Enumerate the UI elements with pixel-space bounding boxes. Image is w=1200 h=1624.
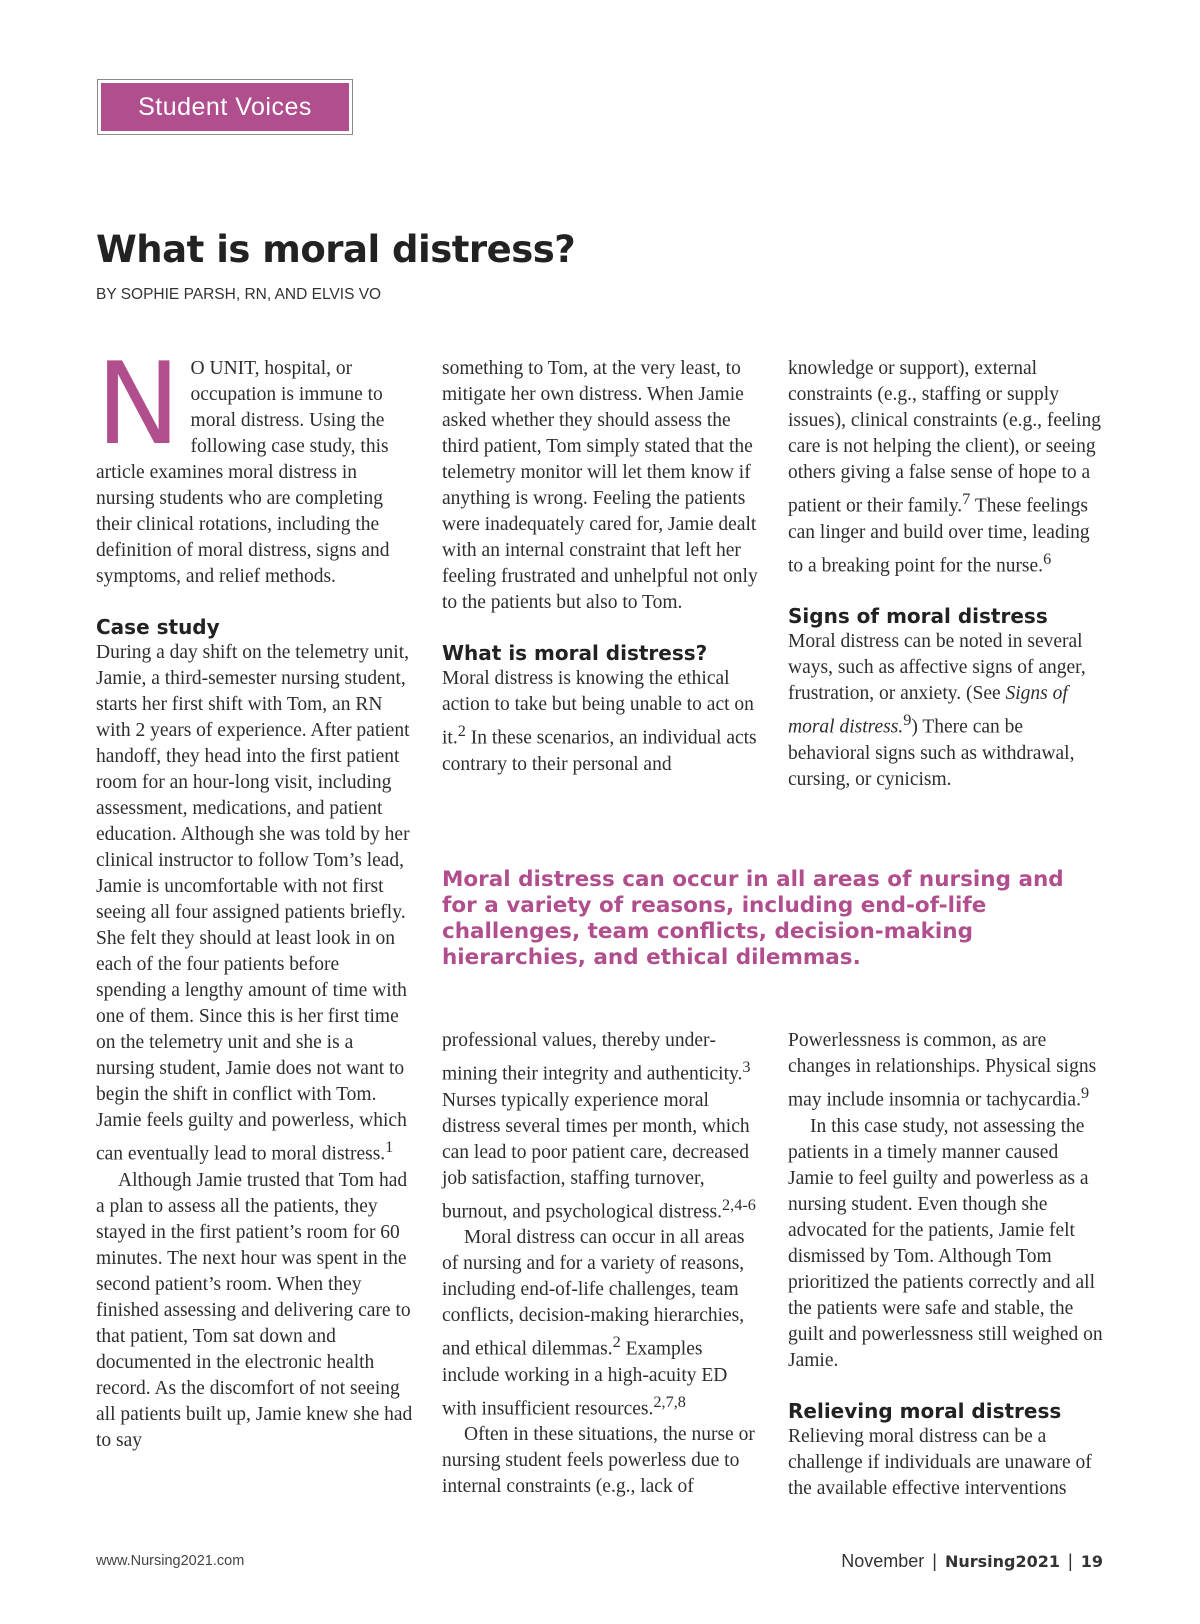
footer-website: www.Nursing2021.com [96,1553,245,1569]
col2-bottom-paragraph-1: professional values, thereby undermining their integrity and authenticity.$^3$ Nurses typically experience moral distress several times per month, which can lead to poor patient care, decreased job satisfaction, staffing turnover, burnout, and psychological distress.$^{2,4-6}$ [442,1030,756,1222]
col2-bottom-paragraph-3: Often in these situations, the nurse or nursing student feels powerless due to internal constraints (e.g., lack of [442,1424,755,1497]
column-3-bottom [788,1028,1108,1502]
case-study-heading: Case study [96,615,220,639]
pull-quote: Moral distress can occur in all areas of nursing and for a variety of reasons, including end-of-life challenges, team conflicts, decision-making hierarchies, and ethical dilemmas. [442,867,1064,970]
column-2-bottom [442,1028,760,1500]
relieving-heading: Relieving moral distress [788,1398,1062,1423]
footer-separator: | [932,1551,937,1571]
col3-bottom-paragraph-2: In this case study, not assessing the patients in a timely manner caused Jamie to feel guilty and powerless as a nursing student. Even though she advocated for the patients, Jamie felt dismissed by Tom. Although Tom prioritized the patients correctly and all the patients were safe and stable, the guilt and powerlessness still weighed on Jamie. [788,1115,1103,1371]
signs-heading: Signs of moral distress [788,604,1048,628]
footer-separator-2: | [1068,1551,1073,1571]
column-1 [96,338,414,1454]
col2-bottom-paragraph-2: Moral distress can occur in all areas of nursing and for a variety of reasons, including end-of-life challenges, team conflicts, decision-making hierarchies, and ethical dilemmas.$^2$ Examples include working in a high-acuity ED with insufficient resources.$^{2,7,8}$ [442,1227,745,1419]
footer-page-number: 19 [1080,1552,1103,1571]
col2-paragraph-1: something to Tom, at the very least, to mitigate her own distress. When Jamie asked whether they should assess the third patient, Tom simply stated that the telemetry monitor will let them know if anything is wrong. Feeling the patients were inadequately cared for, Jamie dealt with an internal constraint that left her feeling frustrated and unhelpful not only to the patients but also to Tom. [442,358,758,613]
section-label: Student Voices [101,83,349,131]
relieving-paragraph: Relieving moral distress can be a challenge if individuals are unaware of the available effective interventions [788,1425,1092,1499]
drop-cap: N [96,338,181,470]
col3-paragraph-1: knowledge or support), external constraints (e.g., staffing or supply issues), clinical constraints (e.g., feeling care is not helping the client), or seeing others giving a false sense of hope to a patient or their family.$^7$ These feelings can linger and build over time, leading to a breaking point for the nurse.$^6$ [788,358,1101,576]
signs-paragraph: Moral distress can be noted in several ways, such as affective signs of anger, frustration, or anxiety. (See Signs of moral distress.$^9$) There can be behavioral signs such as withdrawal, cursing, or cynicism. [788,631,1086,790]
section-label-box [97,79,353,135]
col3-bottom-paragraph-1: Powerlessness is common, as are changes in relationships. Physical signs may include insomnia or tachycardia.$^9$ [788,1030,1097,1111]
footer-page-info [841,1551,1103,1572]
intro-paragraph: N O UNIT, hospital, or occupation is immune to moral distress. Using the following case study, this article examines moral distress in nursing students who are completing their clinical rotations, including the definition of moral distress, signs and symptoms, and relief methods. [96,338,390,587]
footer-journal: Nursing2021 [944,1552,1061,1571]
article-title: What is moral distress? [96,228,576,271]
definition-paragraph: Moral distress is knowing the ethical action to take but being unable to act on it.$^2$ In these scenarios, an individual acts contrary to their personal and [442,668,757,775]
case-study-paragraph-1: During a day shift on the telemetry unit, Jamie, a third-semester nursing student, starts her first shift with Tom, an RN with 2 years of experience. After patient handoff, they head into the first patient room for an hour-long visit, including assessment, medications, and patient education. Although she was told by her clinical instructor to follow Tom’s lead, Jamie is uncomfortable with not first seeing all four assigned patients briefly. She felt they should at least look in on each of the four patients before spending a lengthy amount of time with one of them. Since this is her first time on the telemetry unit and she is a nursing student, Jamie does not want to begin the shift in conflict with Tom. Jamie feels guilty and powerless, which can eventually lead to moral distress.$^1$ [96,642,410,1165]
column-2-top [442,356,760,778]
article-byline: BY SOPHIE PARSH, RN, AND ELVIS VO [96,286,382,303]
column-3-top [788,356,1108,793]
case-study-paragraph-2: Although Jamie trusted that Tom had a plan to assess all the patients, they stayed in the first patient’s room for 60 minutes. The next hour was spent in the second patient’s room. When they finished assessing and delivering care to that patient, Tom sat down and documented in the electronic health record. As the discomfort of not seeing all patients built up, Jamie knew she had to say [96,1169,413,1451]
footer-month: November [841,1551,925,1571]
definition-heading: What is moral distress? [442,641,708,665]
